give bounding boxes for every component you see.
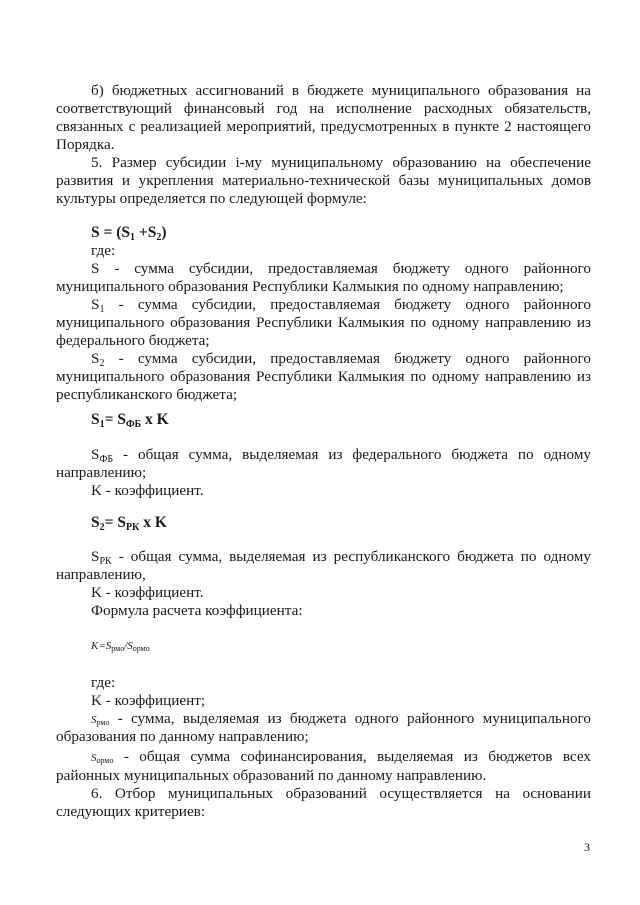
definition-sormo: $S_{ормо}$ - общая сумма софинансирования, выделяемая из бюджетов всех [91, 748, 591, 765]
definition-k: K - коэффициент; [91, 692, 206, 709]
definition-s2-cont: муниципального образования Республики Калмыкия по одному направлению из [56, 368, 591, 385]
text-line: следующих критериев: [56, 803, 206, 820]
definition-s1: $S_1$ - сумма субсидии, предоставляемая бюджету одного районного [91, 296, 591, 315]
text-line: Порядка. [56, 136, 115, 153]
definition-s-cont: муниципального образования Республики Калмыкия по одному направлению; [56, 278, 564, 295]
where-label: где: [91, 242, 116, 259]
definition-k: K - коэффициент. [91, 584, 204, 601]
definition-srk: $S_{РК}$ - общая сумма, выделяемая из республиканского бюджета по одному [91, 548, 591, 567]
text-line: 5. Размер субсидии i-му муниципальному образованию на обеспечение [91, 154, 591, 171]
definition-sormo-cont: районных муниципальных образований по данному направлению. [56, 767, 487, 784]
definition-srk-cont: направлению, [56, 566, 146, 583]
formula-s2: $S_2= S_{РК}$ x K [91, 514, 167, 533]
definition-s2-cont: республиканского бюджета; [56, 386, 238, 403]
definition-sfb: $S_{ФБ}$ - общая сумма, выделяемая из федерального бюджета по одному [91, 446, 591, 465]
definition-srmo-cont: образования по данному направлению; [56, 728, 309, 745]
coefficient-title: Формула расчета коэффициента: [91, 602, 303, 619]
formula-s1: $S_1= S_{ФБ}$ x K [91, 411, 169, 430]
text-line: связанных с реализацией мероприятий, предусмотренных в пункте 2 настоящего [56, 118, 591, 135]
text-line: культуры определяется по следующей формуле: [56, 190, 367, 207]
definition-s2: $S_2$ - сумма субсидии, предоставляемая бюджету одного районного [91, 350, 591, 369]
formula-k: $K=S_{рмо}/S_{ормо}$ [91, 640, 150, 653]
text-line: б) бюджетных ассигнований в бюджете муниципального образования на [91, 82, 591, 99]
definition-k: K - коэффициент. [91, 482, 204, 499]
definition-s1-cont: федерального бюджета; [56, 332, 210, 349]
page-number: 3 [584, 840, 590, 854]
definition-s: S - сумма субсидии, предоставляемая бюджету одного районного [91, 260, 591, 277]
formula-s: $S = (S_1 +S_2)$ [91, 224, 167, 243]
where-label: где: [91, 674, 116, 691]
text-line: 6. Отбор муниципальных образований осуществляется на основании [91, 785, 591, 802]
text-line: соответствующий финансовый год на исполнение расходных обязательств, [56, 100, 591, 117]
text-line: развития и укрепления материально-технической базы муниципальных домов [56, 172, 591, 189]
symbol-srmo: $S_{рмо}$ [91, 714, 110, 727]
symbol-sormo: $S_{ормо}$ [91, 752, 114, 765]
definition-srmo: $S_{рмо}$ - сумма, выделяемая из бюджета одного районного муниципального [91, 710, 591, 727]
definition-s1-cont: муниципального образования Республики Калмыкия по одному направлению из [56, 314, 591, 331]
definition-sfb-cont: направлению; [56, 464, 147, 481]
